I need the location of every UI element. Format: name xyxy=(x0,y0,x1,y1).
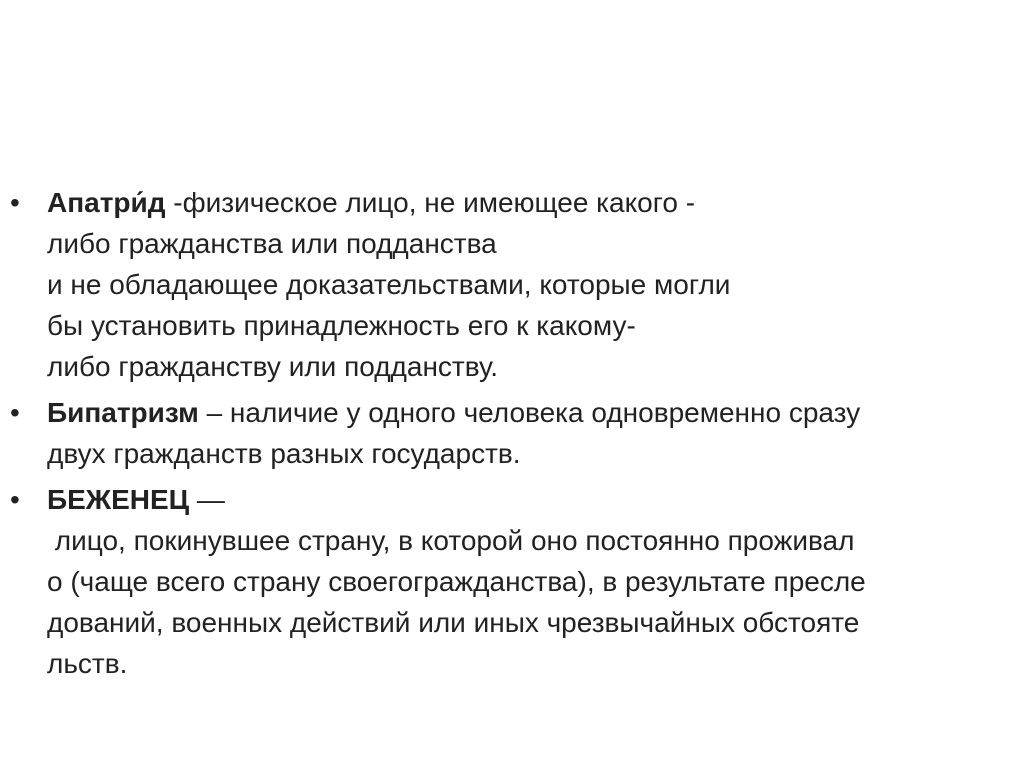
definition-text: дований, военных действий или иных чрезвычайных обстояте xyxy=(47,607,860,638)
bullet-dot: • xyxy=(10,484,20,515)
bullet-item-bezhenets xyxy=(10,479,1000,684)
definition-text: -физическое лицо, не имеющее какого - xyxy=(165,187,696,218)
definition-text: и не обладающее доказательствами, которые могли xyxy=(47,269,731,300)
bullet-line xyxy=(47,182,1000,223)
term-bezhenets: БЕЖЕНЕЦ xyxy=(47,484,190,515)
bullet-line xyxy=(47,392,1000,433)
bullet-list xyxy=(10,182,1000,689)
definition-text: либо гражданству или подданству. xyxy=(47,351,498,382)
bullet-item-bipatrizm xyxy=(10,392,1000,474)
definition-text: бы установить принадлежность его к какому- xyxy=(47,310,636,341)
bullet-line xyxy=(47,479,1000,520)
definition-text: – наличие у одного человека одновременно сразу xyxy=(198,397,861,428)
definition-text: двух гражданств разных государств. xyxy=(47,438,521,469)
term-bipatrizm: Бипатризм xyxy=(47,397,199,428)
term-apatrid: Апатри́д xyxy=(47,187,166,218)
definition-text: льств. xyxy=(47,648,128,679)
definition-text: — xyxy=(189,484,225,515)
bullet-dot: • xyxy=(10,397,20,428)
bullet-item-apatrid xyxy=(10,182,1000,387)
definition-text: лицо, покинувшее страну, в которой оно постоянно проживал xyxy=(47,525,855,556)
definition-text: о (чаще всего страну своегогражданства), в результате пресле xyxy=(47,566,866,597)
bullet-dot: • xyxy=(10,187,20,218)
definition-text: либо гражданства или подданства xyxy=(47,228,497,259)
